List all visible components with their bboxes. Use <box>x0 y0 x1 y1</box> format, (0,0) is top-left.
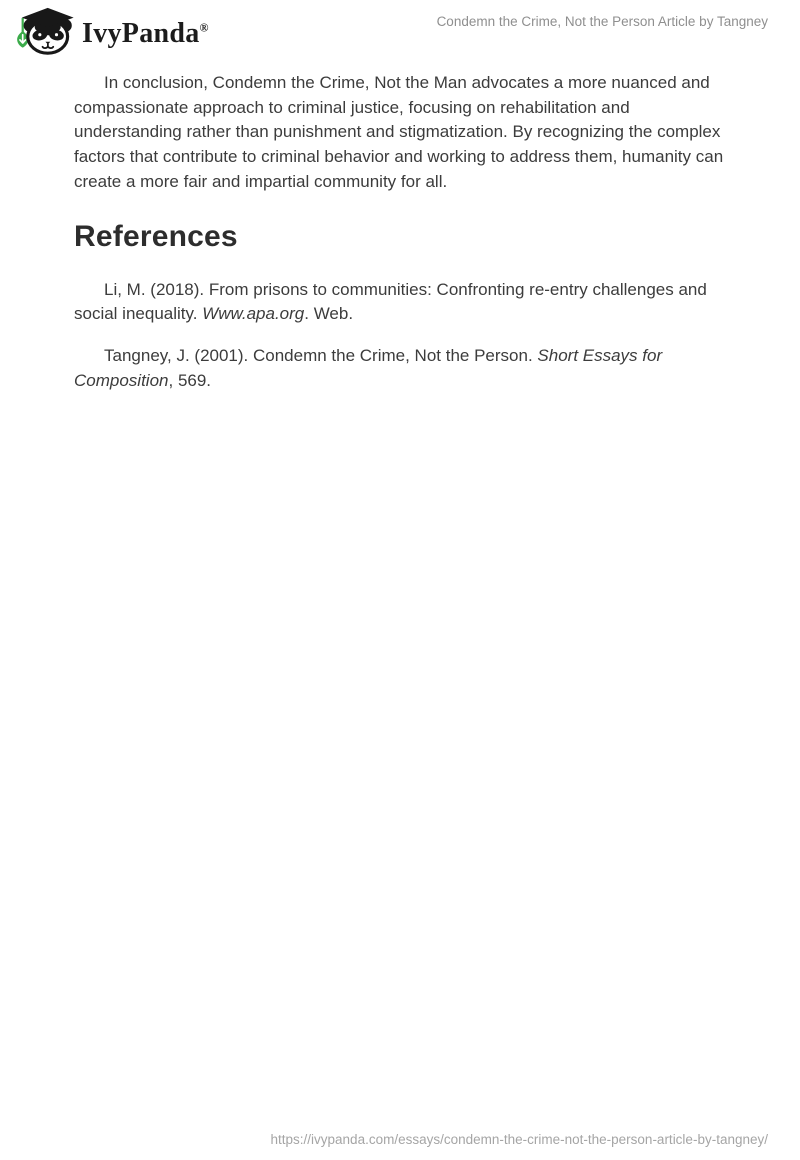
reference-entry: Li, M. (2018). From prisons to communities: Confronting re-entry challenges and social inequality. Www.apa.org. Web. <box>74 279 707 324</box>
page-header <box>0 0 800 64</box>
reference-entry: Tangney, J. (2001). Condemn the Crime, Not the Person. Short Essays for Composition, 569. <box>74 345 663 390</box>
source-url-link[interactable]: https://ivypanda.com/essays/condemn-the-crime-not-the-person-article-by-tangney/ <box>270 1132 768 1147</box>
registered-mark: ® <box>199 20 209 35</box>
running-head-title: Condemn the Crime, Not the Person Article by Tangney <box>436 14 768 29</box>
reference-source-italic: Www.apa.org <box>202 304 305 324</box>
references-heading: References <box>74 219 238 253</box>
brand-name: IvyPanda® <box>82 18 209 49</box>
article-body <box>74 71 729 410</box>
panda-graduate-icon <box>13 6 75 56</box>
reference-source-italic: Short Essays for Composition <box>74 345 663 390</box>
conclusion-paragraph: In conclusion, Condemn the Crime, Not the Man advocates a more nuanced and compassionate approach to criminal justice, focusing on rehabilitation and understanding rather than punishment and stigmatization. By recognizing the complex factors that contribute to criminal behavior and working to address them, humanity can create a more fair and impartial community for all. <box>74 73 724 191</box>
ivypanda-logo-link[interactable] <box>13 6 209 56</box>
